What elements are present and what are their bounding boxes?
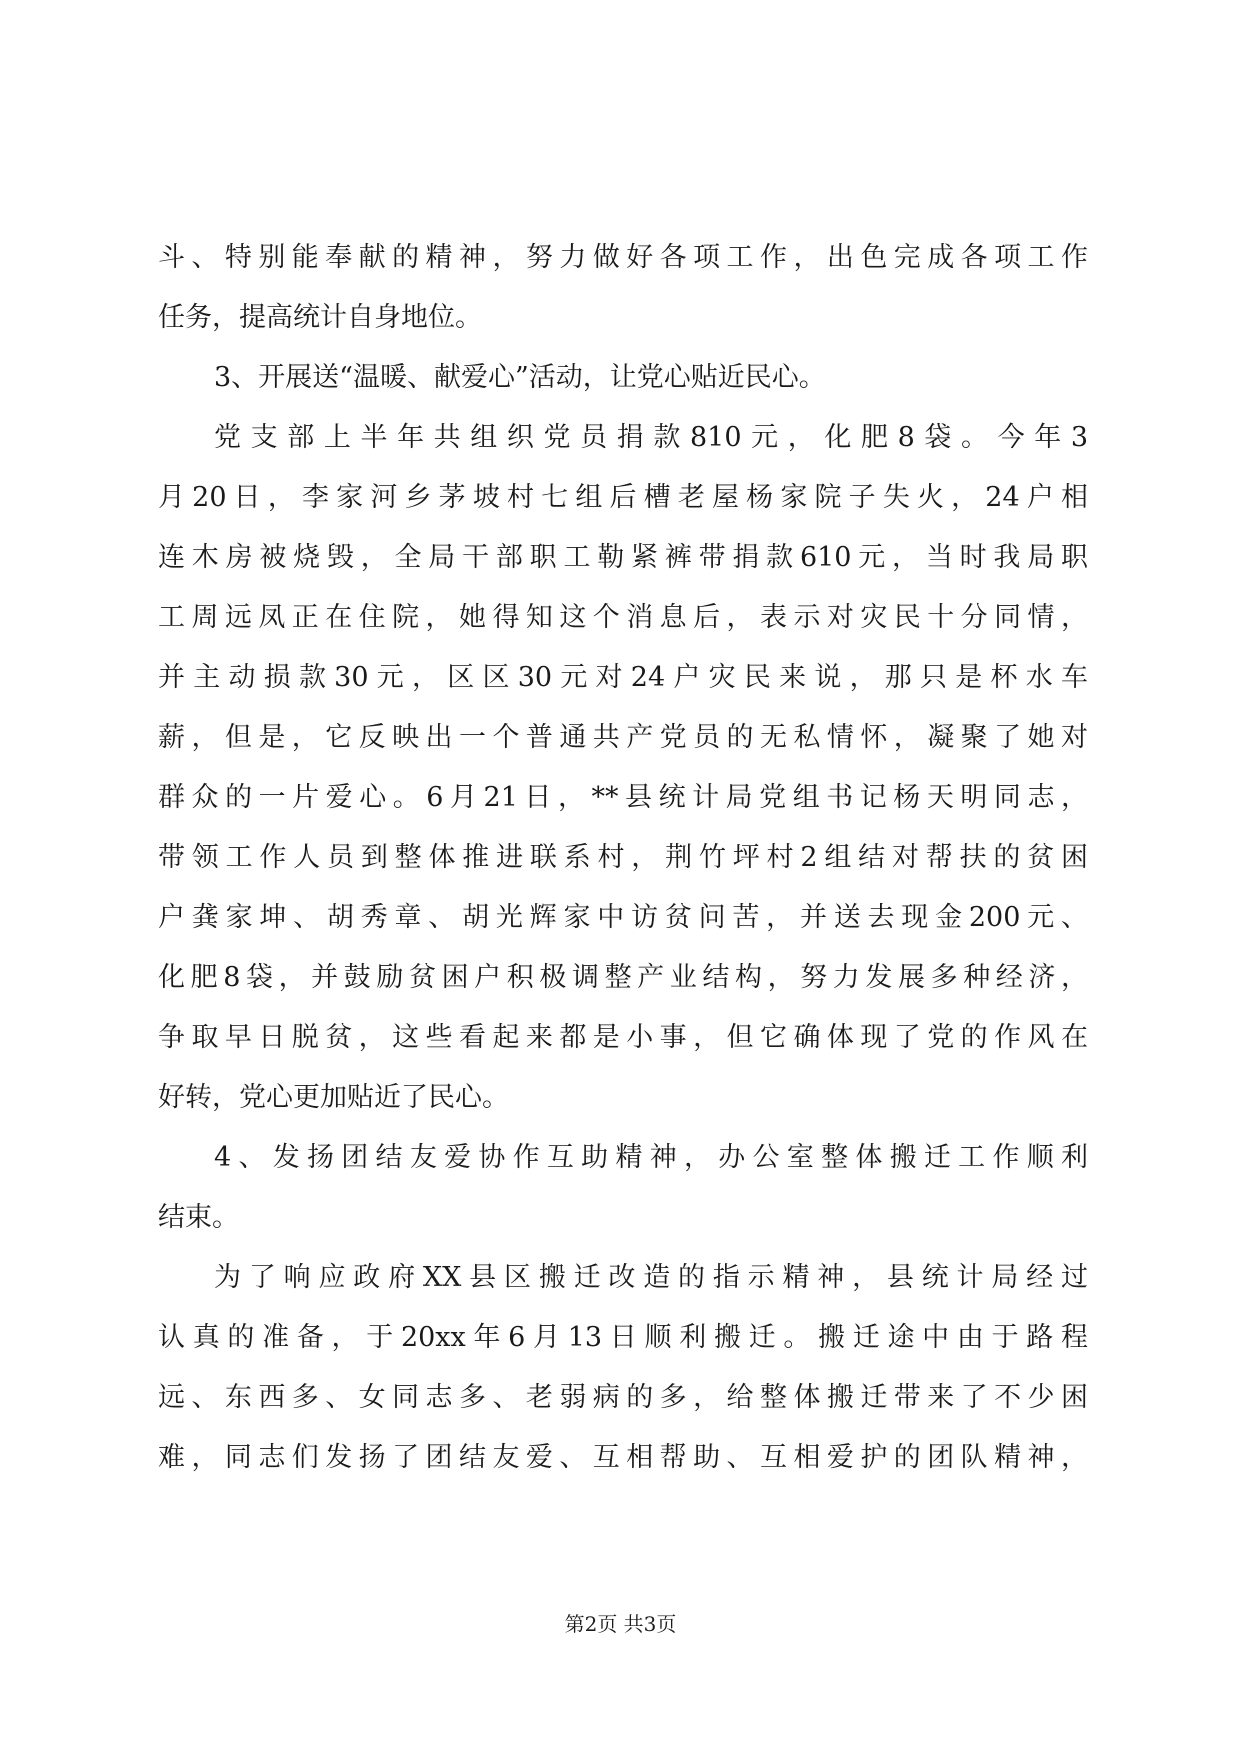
body-text bbox=[158, 228, 1088, 1488]
text-line: 任务，提高统计自身地位。 bbox=[158, 302, 482, 333]
text-line: 难，同志们发扬了团结友爱、互相帮助、互相爱护的团队精神， bbox=[158, 1442, 1088, 1473]
text-line: 月20日，李家河乡茅坡村七组后槽老屋杨家院子失火，24户相 bbox=[158, 482, 1088, 513]
text-line: 工周远凤正在住院，她得知这个消息后，表示对灾民十分同情， bbox=[158, 602, 1088, 633]
page-footer: 第2页 共3页 bbox=[564, 1612, 677, 1636]
text-line: 群众的一片爱心。6月21日，**县统计局党组书记杨天明同志， bbox=[158, 782, 1088, 813]
text-line: 远、东西多、女同志多、老弱病的多，给整体搬迁带来了不少困 bbox=[158, 1382, 1088, 1413]
text-line: 好转，党心更加贴近了民心。 bbox=[158, 1082, 509, 1113]
text-line: 党支部上半年共组织党员捐款810元，化肥8袋。今年3 bbox=[214, 422, 1088, 453]
text-line: 连木房被烧毁，全局干部职工勒紧裤带捐款610元，当时我局职 bbox=[158, 542, 1088, 573]
text-line: 并主动损款30元，区区30元对24户灾民来说，那只是杯水车 bbox=[158, 662, 1088, 693]
text-line: 薪，但是，它反映出一个普通共产党员的无私情怀，凝聚了她对 bbox=[158, 722, 1088, 753]
text-line: 结束。 bbox=[158, 1202, 239, 1233]
text-line: 争取早日脱贫，这些看起来都是小事，但它确体现了党的作风在 bbox=[158, 1022, 1088, 1053]
text-line: 化肥8袋，并鼓励贫困户积极调整产业结构，努力发展多种经济， bbox=[158, 962, 1088, 993]
text-line: 认真的准备，于20xx年6月13日顺利搬迁。搬迁途中由于路程 bbox=[158, 1322, 1088, 1353]
text-line: 斗、特别能奉献的精神，努力做好各项工作，出色完成各项工作 bbox=[158, 242, 1088, 273]
text-line: 带领工作人员到整体推进联系村，荆竹坪村2组结对帮扶的贫困 bbox=[158, 842, 1088, 873]
text-line: 户龚家坤、胡秀章、胡光辉家中访贫问苦，并送去现金200元、 bbox=[158, 902, 1088, 933]
text-line: 为了响应政府XX县区搬迁改造的指示精神，县统计局经过 bbox=[214, 1262, 1088, 1293]
text-line: 4、发扬团结友爱协作互助精神，办公室整体搬迁工作顺利 bbox=[214, 1142, 1088, 1173]
text-line: 3、开展送“温暖、献爱心”活动，让党心贴近民心。 bbox=[214, 362, 826, 393]
